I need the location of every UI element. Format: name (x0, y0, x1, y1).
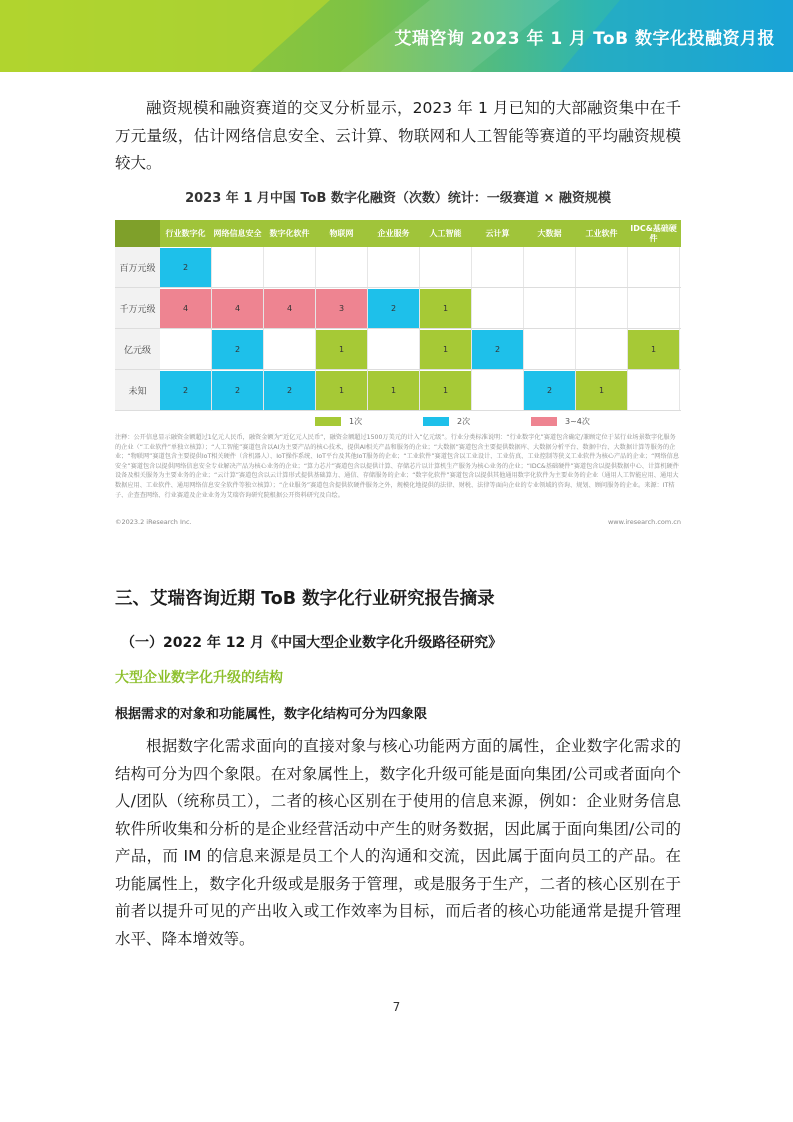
column-header: 行业数字化 (165, 228, 206, 238)
body-paragraph: 根据数字化需求面向的直接对象与核心功能两方面的属性，企业数字化需求的结构可分为四个象限。在对象属性上，数字化升级可能是面向集团/公司或者面向个人/团队（统称员工），二者的核心区别在于使用的信息来源，例如：企业财务信息软件所收集和分析的是企业经营活动中产生的财务数据，因此属于面向集团/公司的产品，而 IM 的信息来源是员工个人的沟通和交流，因此属于面向员工的产品。在功能属性上，数字化升级或是服务于管理，或是服务于生产，二者的核心区别在于前者以提升可见的产出收入或工作效率为目标，而后者的核心功能通常是提升管理水平、降本增效等。 (115, 737, 681, 948)
grid-line (115, 328, 681, 329)
matrix-cell: 1 (420, 330, 471, 369)
chart-header-corner (115, 220, 160, 247)
row-label: 亿元级 (115, 329, 160, 369)
intro-paragraph: 融资规模和融资赛道的交叉分析显示，2023 年 1 月已知的大部融资集中在千万元量级，估计网络信息安全、云计算、物联网和人工智能等赛道的平均融资规模较大。 (115, 99, 681, 172)
column-header: IDC&基础硬件 (630, 223, 677, 243)
matrix-cell: 3 (316, 289, 367, 328)
chart-notes: 注释：公开信息显示融资金额超过1亿元人民币，融资金额为“近亿元人民币”，融资金额超过1500万美元的计入“亿元级”。行业分类标准说明：“行业数字化”赛道包含确定/兼顾定位于某行业场景数字化服务的企业（“工业软件”单独立核算）；“人工智能”赛道包含以AI为主要产品的核心技术，提供AI相关产品和服务的企业；“大数据”赛道包含主要提供数据库、大数据分析平台、数据中台、大数据计算等服务的企业；“物联网”赛道包含主要提供IoT相关硬件（含机器人）、IoT操作系统、IoT平台及其他IoT服务的企业；“工业软件”赛道包含以工业设计、工业仿真、工业控制等狭义工业软件为核心产品的企业；“网络信息安全”赛道包含以提供网络信息安全专业解决产品为核心业务的企业；“算力芯片”赛道包含以提供计算、存储芯片以计算机生产服务为核心业务的企业；“IDC&基础硬件”赛道包含以提供数据中心、计算机硬件设备及相关服务为主要业务的企业；“云计算”赛道包含以云计算形式提供基础算力、通信、存储服务的企业；“数字化软件”赛道包含以提供其他通用数字化软件为主要业务的企业（通用人工智能应用、通用大数据应用、工业软件、通用网络信息安全软件等独立核算）；“企业服务”赛道包含提供软硬件服务之外，规模化地提供的法律、财税、法律等面向企业的专业领域的咨询、规划、顾问服务的企业。来源：IT桔子、企查查网络、行业赛道及企业业务为艾瑞咨询研究院根据公开资料研究及自绘。 (115, 434, 680, 499)
chart-title: 2023 年 1 月中国 ToB 数字化融资（次数）统计：一级赛道 × 融资规模 (185, 191, 611, 206)
chart-legend (115, 415, 681, 429)
column-header: 企业服务 (377, 228, 410, 238)
legend-label: 1次 (349, 417, 363, 426)
legend-swatch (315, 417, 341, 426)
legend-label: 3~4次 (565, 417, 590, 426)
matrix-cell: 2 (160, 371, 211, 410)
column-header: 物联网 (329, 228, 354, 238)
matrix-cell: 2 (524, 371, 575, 410)
page-number: 7 (392, 1000, 401, 1014)
chart-copyright: ©2023.2 iResearch Inc. (115, 518, 192, 526)
section-heading: 三、艾瑞咨询近期 ToB 数字化行业研究报告摘录 (115, 589, 495, 609)
subsection-heading: （一）2022 年 12 月《中国大型企业数字化升级路径研究》 (121, 635, 503, 651)
funding-matrix-chart (115, 220, 681, 410)
column-header: 云计算 (485, 228, 510, 238)
column-header: 人工智能 (429, 228, 462, 238)
grid-line (115, 287, 681, 288)
topic-heading: 大型企业数字化升级的结构 (115, 670, 283, 686)
row-label: 未知 (115, 370, 160, 410)
matrix-cell: 2 (368, 289, 419, 328)
matrix-cell: 4 (160, 289, 211, 328)
column-header: 工业软件 (585, 228, 618, 238)
matrix-cell: 1 (628, 330, 679, 369)
matrix-cell: 1 (316, 371, 367, 410)
header-banner (0, 0, 793, 72)
grid-line (115, 410, 681, 411)
matrix-cell: 1 (368, 371, 419, 410)
point-heading: 根据需求的对象和功能属性，数字化结构可分为四象限 (115, 707, 428, 722)
legend-swatch (531, 417, 557, 426)
matrix-cell: 2 (264, 371, 315, 410)
matrix-cell: 1 (420, 289, 471, 328)
row-label: 百万元级 (115, 247, 160, 287)
matrix-cell: 2 (160, 248, 211, 287)
report-title: 艾瑞咨询 2023 年 1 月 ToB 数字化投融资月报 (394, 29, 775, 49)
row-label: 千万元级 (115, 288, 160, 328)
legend-swatch (423, 417, 449, 426)
chart-website: www.iresearch.com.cn (607, 518, 681, 526)
matrix-cell: 4 (212, 289, 263, 328)
column-header: 网络信息安全 (213, 228, 262, 238)
matrix-cell: 4 (264, 289, 315, 328)
matrix-cell: 1 (576, 371, 627, 410)
grid-line (115, 369, 681, 370)
matrix-cell: 1 (316, 330, 367, 369)
column-header: 数字化软件 (269, 228, 310, 238)
matrix-cell: 2 (212, 330, 263, 369)
column-header: 大数据 (537, 228, 562, 238)
matrix-cell: 2 (472, 330, 523, 369)
legend-label: 2次 (457, 417, 471, 426)
matrix-cell: 1 (420, 371, 471, 410)
matrix-cell: 2 (212, 371, 263, 410)
